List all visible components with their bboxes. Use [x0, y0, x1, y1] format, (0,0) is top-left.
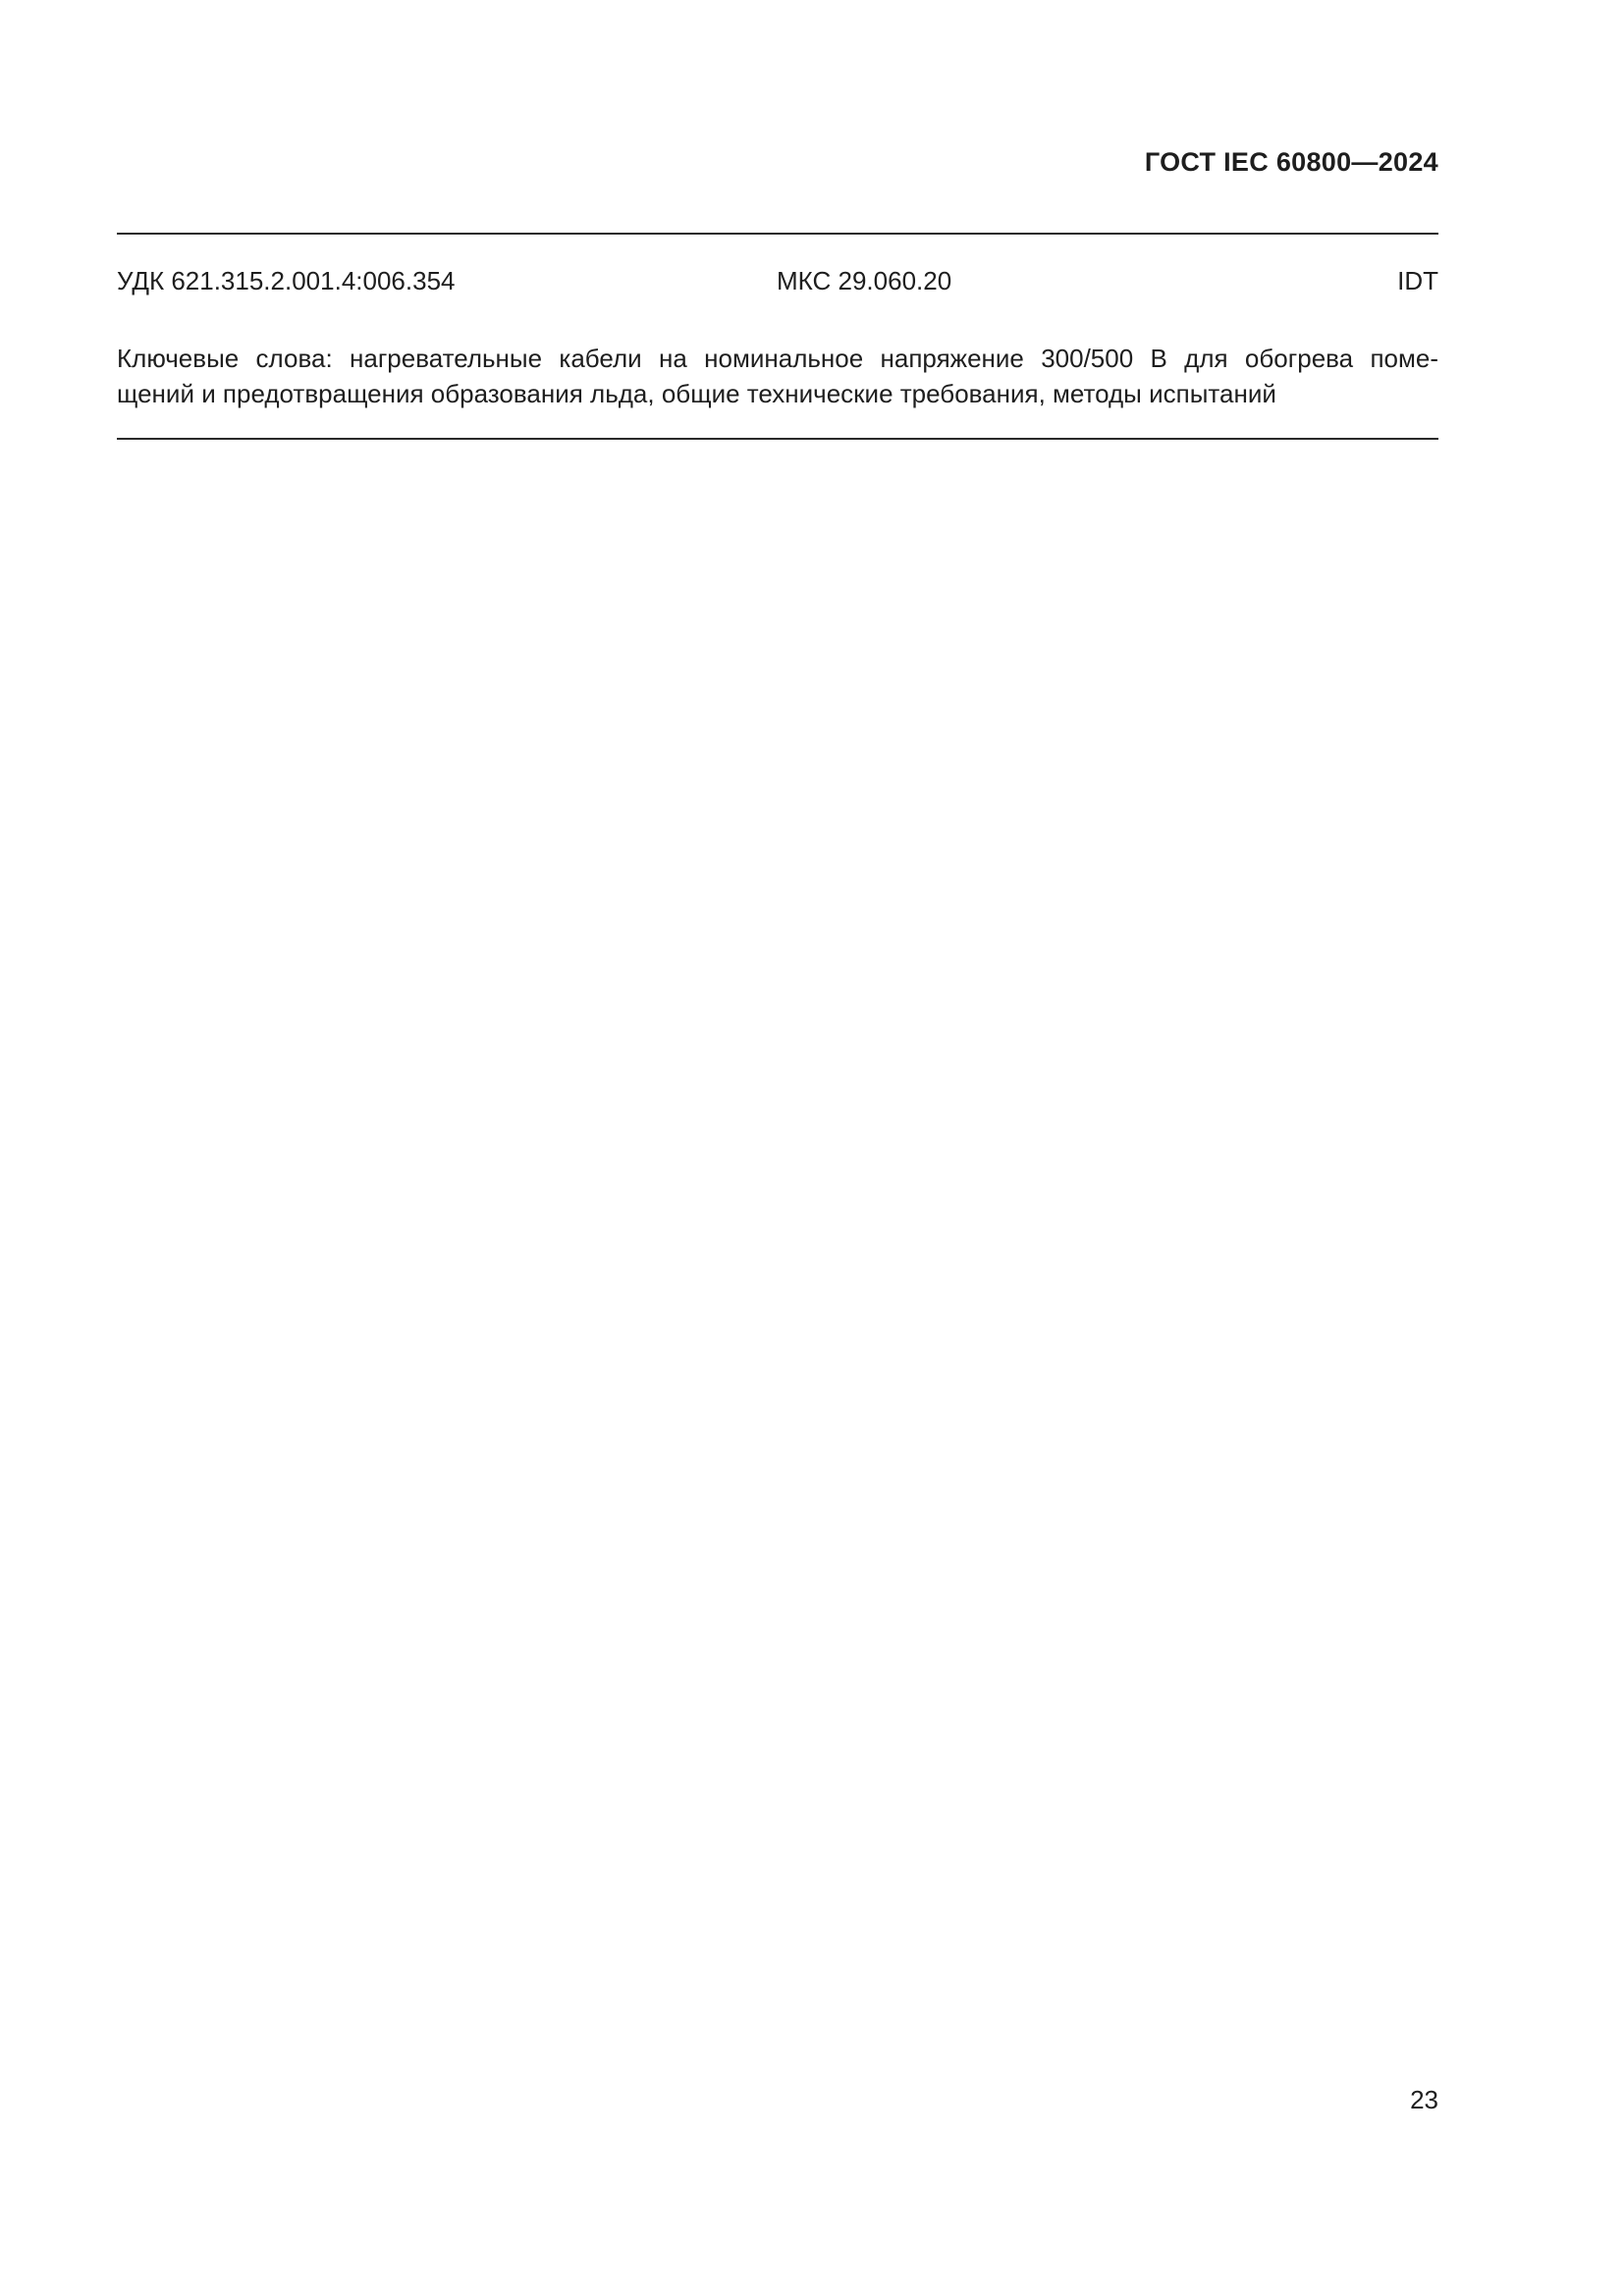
- udk-code: УДК 621.315.2.001.4:006.354: [117, 266, 456, 295]
- top-divider: [117, 233, 1438, 235]
- keywords-line: Ключевые слова: нагревательные кабели на номинальное напряжение 300/500 В для обогрева поме-: [117, 344, 1438, 373]
- classification-row: [117, 266, 1438, 301]
- bottom-divider: [117, 438, 1438, 440]
- standard-number-header: ГОСТ IEC 60800—2024: [1144, 147, 1438, 177]
- mks-code: МКС 29.060.20: [777, 266, 952, 295]
- keywords-paragraph: [117, 341, 1438, 411]
- page-number: 23: [1410, 2085, 1438, 2114]
- equivalence-code: IDT: [1397, 266, 1438, 295]
- keywords-line: щений и предотвращения образования льда, общие технические требования, методы испытаний: [117, 379, 1276, 408]
